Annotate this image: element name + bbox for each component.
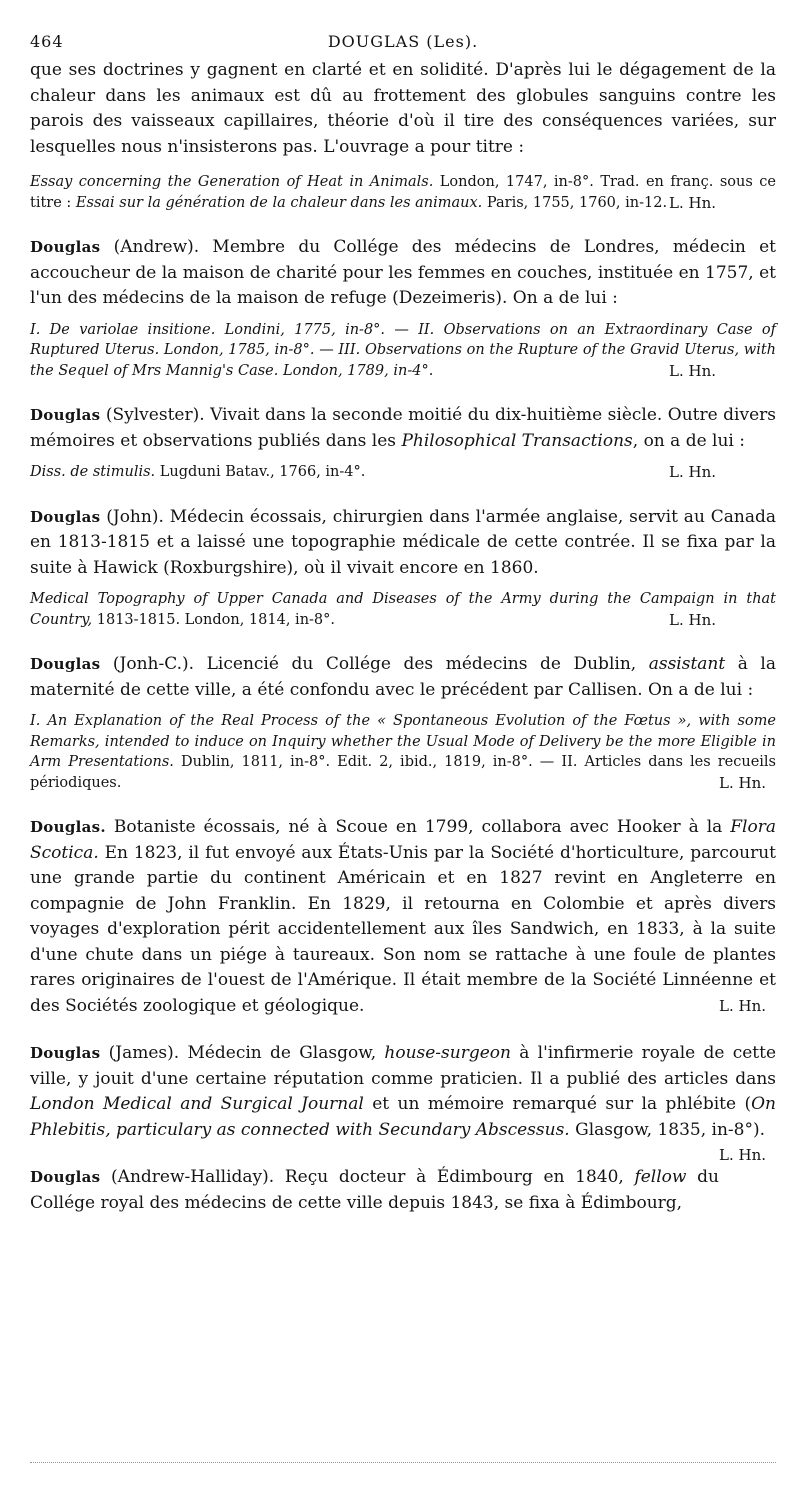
entry-text-end: , on a de lui :	[632, 430, 746, 451]
bib-details: Dublin, 1811, in-8°. Edit. 2, ibid., 1819, in-8°. — II. Articles dans les recueils périodiques.	[30, 754, 776, 791]
author-signature: L. Hn.	[668, 610, 716, 629]
entry-paragraph	[30, 235, 776, 312]
entry-text-end: En 1823, il fut envoyé aux États-Unis par la Société d'horticulture, parcourut une grande partie du continent Américain et en 1827 revint en Angleterre en compagnie de John Franklin. En 1829, il retourna en Colombie et après divers voyages d'exploration périt accidentellement aux îles Sandwich, en 1833, à la suite d'une chute dans un piége à taureaux. Son nom se rattache à une foule de plantes rares originaires de l'ouest de l'Amérique. Il était membre de la Société Linnéenne et des Sociétés zoologique et géologique.	[30, 842, 776, 1016]
entry-bibliography	[30, 462, 776, 483]
bib-title-translation: Essai sur la génération de la chaleur dans les animaux.	[75, 194, 483, 211]
entry-andrew	[30, 235, 776, 381]
entry-john	[30, 505, 776, 631]
author-signature: L. Hn.	[718, 1146, 766, 1164]
author-signature: L. Hn.	[668, 361, 716, 380]
entry-paragraph	[30, 815, 776, 1019]
page-header	[30, 26, 776, 58]
entry-text-italic: On Phlebitis, particulary as connected with Secundary Abscessus.	[30, 1094, 776, 1140]
entry-text: Membre du Collége des médecins de Londres, médecin et accoucheur de la maison de charité pour les femmes en couches, instituée en 1757, et l'un des médecins de la maison de refuge (Dezeimeris). On a de lui :	[30, 237, 777, 308]
entry-text: Botaniste écossais, né à Scoue en 1799, collabora avec Hooker à la	[113, 817, 731, 837]
entry-text-end: du Collége royal des médecins de cette ville depuis 1843, se fixa à Édimbourg,	[30, 1167, 719, 1213]
author-signature: L. Hn.	[718, 773, 766, 792]
bib-text: I. De variolae insitione. Londini, 1775, in-8°. — II. Observations on an Extraordinary Case of Ruptured Uterus. London, 1785, in-8°. — III. Observations on the Rupture of the Gravid Uterus, with the Sequel of Mrs Mannig's Case. London, 1789, in-4°.	[30, 321, 776, 379]
entry-text-end: à la maternité de cette ville, a été confondu avec le précédent par Callisen. On a de lui :	[30, 654, 777, 700]
entry-james	[30, 1041, 777, 1164]
entry-given-name: (John).	[106, 506, 164, 527]
bib-details: London, 1747, in-8°. Trad. en franç. sous ce titre :	[30, 174, 776, 211]
entry-andrew-halliday	[30, 1165, 776, 1216]
entry-paragraph	[30, 1165, 776, 1216]
entry-text: Licencié du Collége des médecins de Dublin,	[206, 654, 649, 674]
bib-title: I. An Explanation of the Real Process of the « Spontaneous Evolution of the Fœtus », with some Remarks, intended to induce on Inquiry whether the Usual Mode of Delivery be the more Eligible in Arm Presentations.	[30, 713, 776, 770]
entry-headword: Douglas.	[30, 818, 106, 836]
entry-paragraph	[30, 403, 776, 454]
entry-text: Médecin écossais, chirurgien dans l'armée anglaise, servit au Canada en 1813-1815 et a laissé une topographie médicale de cette contrée. Il se fixa par la suite à Hawick (Roxburgshire), où il vivait encore en 1860.	[30, 506, 777, 578]
author-signature: L. Hn.	[718, 996, 766, 1015]
entry-bibliography	[30, 320, 776, 382]
entry-text-italic: London Medical and Surgical Journal	[30, 1094, 364, 1114]
bib-details: 1813-1815. London, 1814, in-8°.	[92, 611, 336, 628]
entry-given-name: (Andrew-Halliday).	[111, 1167, 275, 1187]
entry-text-italic: house-surgeon	[384, 1043, 511, 1063]
entry-jonh-c	[30, 652, 776, 793]
entry-paragraph	[30, 652, 776, 703]
entry-text-italic: Philosophical Transactions	[401, 430, 633, 451]
entry-botanist	[30, 815, 776, 1019]
entry-text-italic: fellow	[634, 1167, 687, 1187]
entry-text-end: Glasgow, 1835, in-8°).	[569, 1119, 766, 1140]
page-bottom-rule	[30, 1462, 776, 1464]
entry-headword: Douglas	[30, 1044, 101, 1062]
entry-given-name: (Andrew).	[113, 237, 200, 257]
entry-text: Vivait dans la seconde moitié du dix-huitième siècle. Outre divers mémoires et observations publiés dans les	[30, 405, 777, 451]
author-signature: L. Hn.	[668, 463, 716, 481]
entry-text: et un mémoire remarqué sur la phlébite (	[363, 1094, 752, 1114]
bib-title: Essay concerning the Generation of Heat in Animals.	[30, 174, 434, 190]
entry-headword: Douglas	[30, 507, 101, 526]
page-number: 464	[30, 32, 64, 51]
running-title: DOUGLAS (Les).	[327, 32, 479, 51]
entry-sylvester	[30, 403, 776, 483]
entry-headword: Douglas	[30, 238, 101, 256]
entry-text: Médecin de Glasgow,	[187, 1043, 385, 1063]
entry-paragraph	[30, 1041, 777, 1164]
bib-title: Diss. de stimulis.	[30, 464, 156, 480]
intro-bibliography	[30, 172, 776, 213]
entry-text: Reçu docteur à Édimbourg en 1840,	[284, 1167, 635, 1187]
entry-given-name: (James).	[108, 1043, 180, 1063]
entry-text: à l'infirmerie royale de cette ville, y jouit d'une certaine réputation comme praticien. Il a publié des articles dans	[30, 1043, 777, 1089]
bib-title: Medical Topography of Upper Canada and Diseases of the Army during the Campaign in that Country,	[30, 591, 776, 628]
entry-headword: Douglas	[30, 655, 101, 673]
entry-bibliography	[30, 711, 776, 793]
bib-details: Lugduni Batav., 1766, in-4°.	[155, 464, 366, 480]
entry-headword: Douglas	[30, 406, 101, 424]
entry-text-italic: assistant	[648, 654, 726, 674]
entry-bibliography	[30, 589, 776, 630]
intro-paragraph: que ses doctrines y gagnent en clarté et en solidité. D'après lui le dégagement de la chaleur dans les animaux est dû au frottement des globules sanguins contre les parois des vaisseaux capillaires, théorie d'où il tire des conséquences variées, sur lesquelles nous n'insisterons pas. L'ouvrage a pour titre :	[30, 60, 776, 157]
bib-details-2: Paris, 1755, 1760, in-12.	[482, 194, 668, 211]
author-signature: L. Hn.	[668, 193, 716, 212]
entry-text-italic: Flora Scotica.	[30, 817, 776, 863]
entry-paragraph	[30, 505, 776, 582]
entry-given-name: (Sylvester).	[105, 405, 205, 425]
entry-headword: Douglas	[30, 1168, 101, 1186]
entry-given-name: (Jonh-C.).	[112, 654, 195, 674]
